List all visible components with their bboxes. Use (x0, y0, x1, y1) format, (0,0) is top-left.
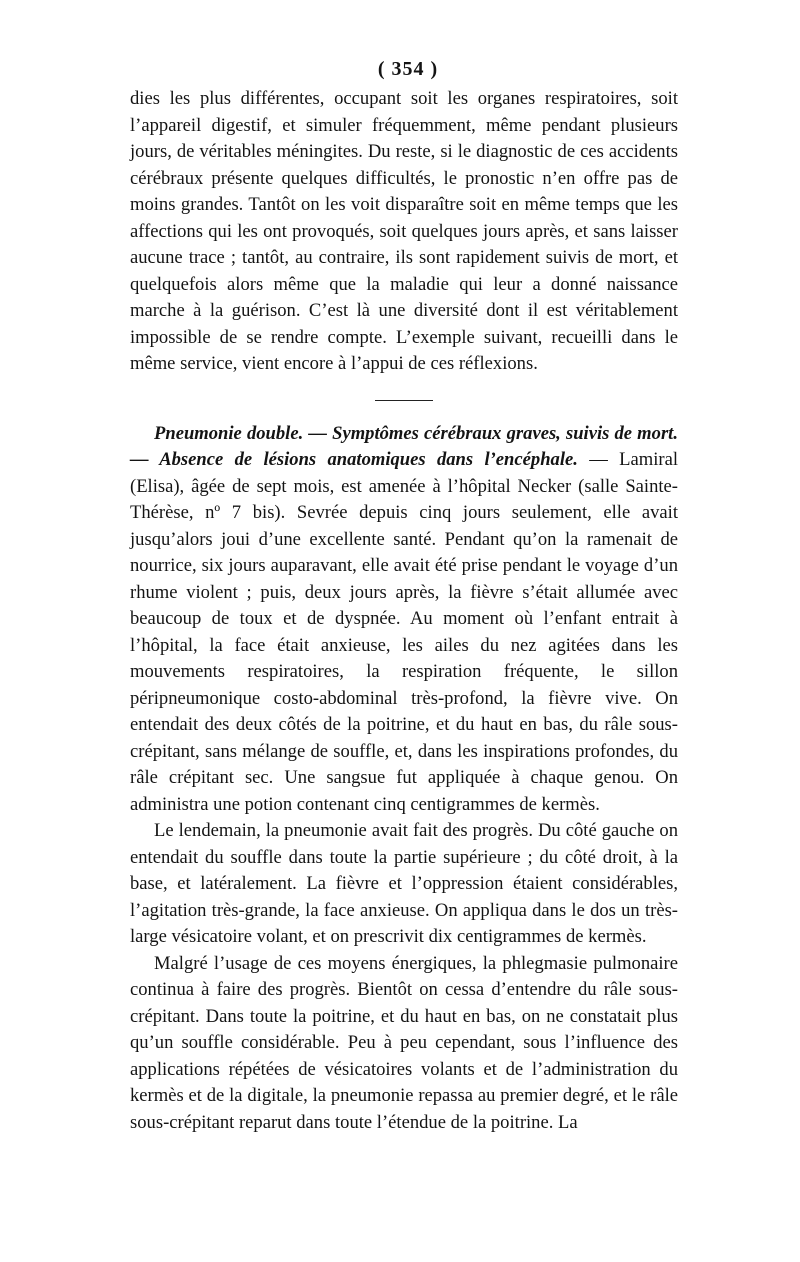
book-page (130, 52, 678, 1136)
section-divider (375, 400, 433, 401)
case-body: — Lamiral (Elisa), âgée de sept mois, est amenée à l’hôpital Necker (salle Sainte-Thérèse, nº 7 bis). Sevrée depuis cinq jours seulement, elle avait jusqu’alors joui d’une excellente santé. Pendant qu’on la ramenait de nourrice, six jours auparavant, elle avait été prise pendant le voyage d’un rhume violent ; puis, deux jours après, la fièvre s’était allumée avec beaucoup de toux et de dyspnée. Au moment où l’enfant entrait à l’hôpital, la face était anxieuse, les ailes du nez agitées dans les mouvements respiratoires, la respiration fréquente, le sillon péripneumonique costo-abdominal très-profond, la fièvre vive. On entendait des deux côtés de la poitrine, et du haut en bas, du râle sous-crépitant, sans mélange de souffle, et, dans les inspirations profondes, du râle crépitant sec. Une sangsue fut appliquée à chaque genou. On administra une potion contenant cinq centigrammes de kermès. (130, 449, 678, 815)
page-number: ( 354 ) (377, 58, 439, 80)
intro-paragraph: dies les plus différentes, occupant soit les organes respiratoires, soit l’appareil digestif, et simuler fréquemment, même pendant plusieurs jours, de véritables méningites. Du reste, si le diagnostic de ces accidents cérébraux présente quelques difficultés, le pronostic n’en offre pas de moins grandes. Tantôt on les voit disparaître soit en même temps que les affections qui les ont provoqués, soit quelques jours après, et sans laisser aucune trace ; tantôt, au contraire, ils sont rapidement suivis de mort, et quelquefois alors même que la maladie qui leur a donné naissance marche à la guérison. C’est là une diversité dont il est véritablement impossible de se rendre compte. L’exemple suivant, recueilli dans le même service, vient encore à l’appui de ces réflexions. (130, 88, 678, 374)
followup-paragraph: Le lendemain, la pneumonie avait fait des progrès. Du côté gauche on entendait du souffle dans toute la partie supérieure ; du côté droit, à la base, et latéralement. La fièvre et l’oppression étaient considérables, l’agitation très-grande, la face anxieuse. On appliqua dans le dos un très-large vésicatoire volant, et on prescrivit dix centigrammes de kermès. (130, 820, 678, 947)
case-title: Pneumonie double. — Symptômes cérébraux graves, suivis de mort. — Absence de lésions anatomiques dans l’encéphale. (130, 422, 678, 470)
continuation-paragraph: Malgré l’usage de ces moyens énergiques, la phlegmasie pulmonaire continua à faire des progrès. Bientôt on cessa d’entendre du râle sous-crépitant. Dans toute la poitrine, et du haut en bas, on ne constatait plus qu’un souffle considérable. Peu à peu cependant, sous l’influence des applications répétées de vésicatoires volants et de l’administration du kermès et de la digitale, la pneumonie repassa au premier degré, et le râle sous-crépitant reparut dans toute l’étendue de la poitrine. La (130, 952, 678, 1133)
case-paragraph (130, 421, 678, 819)
